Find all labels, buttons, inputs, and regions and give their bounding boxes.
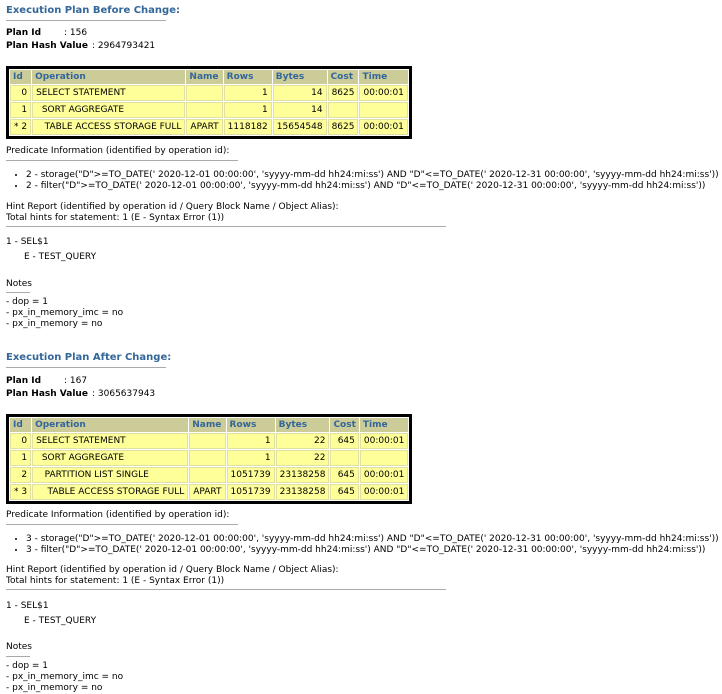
plan-hash-label: Plan Hash Value xyxy=(6,389,88,399)
cell-operation: PARTITION LIST SINGLE xyxy=(32,467,188,483)
col-rows: Rows xyxy=(224,70,272,84)
col-name: Name xyxy=(186,70,222,84)
cell-name xyxy=(189,467,225,483)
after-predicate-title: Predicate Information (identified by operation id): xyxy=(6,510,230,520)
col-rows: Rows xyxy=(227,418,275,432)
before-notes-rule xyxy=(6,292,30,293)
cell-name xyxy=(189,433,225,449)
after-note-3: - px_in_memory = no xyxy=(6,683,103,693)
col-time: Time xyxy=(359,70,407,84)
before-predicate-list xyxy=(6,170,719,192)
cell-operation: SORT AGGREGATE xyxy=(32,450,188,466)
before-note-2: - px_in_memory_imc = no xyxy=(6,308,124,318)
after-hint-rule xyxy=(6,589,446,590)
cell-time: 00:00:01 xyxy=(360,467,408,483)
list-item: • 3 - storage("D">=TO_DATE(' 2020-12-01 00:00:00', 'syyyy-mm-dd hh24:mi:ss') AND "D"<=TO_DATE(' 2020-12-31 00:00:00', 'syyyy-mm-dd hh24:mi:ss')) xyxy=(26,534,719,545)
col-cost: Cost xyxy=(328,70,359,84)
cell-id: 2 xyxy=(10,467,31,483)
cell-rows: 1 xyxy=(224,85,272,101)
cell-name xyxy=(186,102,222,118)
cell-cost: 8625 xyxy=(328,119,359,135)
plan-id-value: : 167 xyxy=(64,376,88,386)
table-row xyxy=(10,467,408,483)
cell-bytes: 23138258 xyxy=(276,484,330,500)
table-header-row xyxy=(10,70,408,84)
col-id: Id xyxy=(10,418,31,432)
table-header-row xyxy=(10,418,408,432)
cell-rows: 1051739 xyxy=(227,467,275,483)
before-hint-total: Total hints for statement: 1 (E - Syntax Error (1)) xyxy=(6,213,225,223)
table-row xyxy=(10,450,408,466)
plan-id-label: Plan Id xyxy=(6,376,42,386)
after-predicate-rule xyxy=(6,524,238,525)
cell-time: 00:00:01 xyxy=(359,85,407,101)
cell-cost: 645 xyxy=(330,433,358,449)
cell-operation: SELECT STATEMENT xyxy=(32,85,185,101)
cell-bytes: 23138258 xyxy=(276,467,330,483)
after-title-rule xyxy=(6,367,166,368)
before-note-1: - dop = 1 xyxy=(6,297,49,307)
cell-operation: SELECT STATEMENT xyxy=(32,433,188,449)
before-hint-block: 1 - SEL$1 xyxy=(6,237,49,247)
col-bytes: Bytes xyxy=(276,418,330,432)
cell-bytes: 22 xyxy=(276,450,330,466)
cell-name xyxy=(186,85,222,101)
col-cost: Cost xyxy=(330,418,358,432)
after-title: Execution Plan After Change: xyxy=(6,352,172,363)
cell-name: APART xyxy=(189,484,225,500)
cell-id: * 2 xyxy=(10,119,31,135)
plan-id-value: : 156 xyxy=(64,28,88,38)
after-hint-title: Hint Report (identified by operation id / Query Block Name / Object Alias): xyxy=(6,565,339,575)
cell-bytes: 15654548 xyxy=(273,119,327,135)
table-row xyxy=(10,102,408,118)
before-hint-item: E - TEST_QUERY xyxy=(24,252,97,262)
col-operation: Operation xyxy=(32,418,188,432)
before-hint-rule xyxy=(6,226,446,227)
after-plan-id xyxy=(6,375,87,388)
cell-id: 1 xyxy=(10,450,31,466)
cell-cost: 8625 xyxy=(328,85,359,101)
plan-hash-value: : 2964793421 xyxy=(92,41,156,51)
cell-id: 0 xyxy=(10,433,31,449)
cell-bytes: 14 xyxy=(273,85,327,101)
before-title-rule xyxy=(6,20,166,21)
table-row xyxy=(10,85,408,101)
cell-time xyxy=(360,450,408,466)
cell-rows: 1118182 xyxy=(224,119,272,135)
cell-time: 00:00:01 xyxy=(360,484,408,500)
cell-bytes: 22 xyxy=(276,433,330,449)
before-note-3: - px_in_memory = no xyxy=(6,319,103,329)
after-predicate-list xyxy=(6,534,719,556)
table-row xyxy=(10,484,408,500)
cell-id: 0 xyxy=(10,85,31,101)
plan-id-label: Plan Id xyxy=(6,28,42,38)
after-note-1: - dop = 1 xyxy=(6,661,49,671)
cell-id: 1 xyxy=(10,102,31,118)
col-bytes: Bytes xyxy=(273,70,327,84)
plan-hash-value: : 3065637943 xyxy=(92,389,156,399)
before-title: Execution Plan Before Change: xyxy=(6,5,180,16)
cell-cost xyxy=(330,450,358,466)
list-item: • 2 - filter("D">=TO_DATE(' 2020-12-01 00:00:00', 'syyyy-mm-dd hh24:mi:ss') AND "D"<=TO_DATE(' 2020-12-31 00:00:00', 'syyyy-mm-dd hh24:mi:ss')) xyxy=(26,181,719,192)
cell-cost: 645 xyxy=(330,484,358,500)
cell-id: * 3 xyxy=(10,484,31,500)
cell-bytes: 14 xyxy=(273,102,327,118)
cell-name xyxy=(189,450,225,466)
list-item: • 2 - storage("D">=TO_DATE(' 2020-12-01 00:00:00', 'syyyy-mm-dd hh24:mi:ss') AND "D"<=TO_DATE(' 2020-12-31 00:00:00', 'syyyy-mm-dd hh24:mi:ss')) xyxy=(26,170,719,181)
cell-cost xyxy=(328,102,359,118)
after-hint-total: Total hints for statement: 1 (E - Syntax Error (1)) xyxy=(6,576,225,586)
before-hint-title: Hint Report (identified by operation id / Query Block Name / Object Alias): xyxy=(6,202,339,212)
cell-cost: 645 xyxy=(330,467,358,483)
cell-rows: 1 xyxy=(224,102,272,118)
cell-rows: 1051739 xyxy=(227,484,275,500)
cell-time: 00:00:01 xyxy=(360,433,408,449)
after-plan-table xyxy=(6,414,412,504)
cell-name: APART xyxy=(186,119,222,135)
after-notes-title: Notes xyxy=(6,642,32,652)
before-plan-table xyxy=(6,66,412,139)
cell-rows: 1 xyxy=(227,450,275,466)
after-hint-item: E - TEST_QUERY xyxy=(24,616,97,626)
after-notes-rule xyxy=(6,656,30,657)
before-plan-hash xyxy=(6,40,155,53)
cell-operation: TABLE ACCESS STORAGE FULL xyxy=(32,119,185,135)
after-note-2: - px_in_memory_imc = no xyxy=(6,672,124,682)
col-time: Time xyxy=(360,418,408,432)
table-row xyxy=(10,433,408,449)
cell-time xyxy=(359,102,407,118)
plan-hash-label: Plan Hash Value xyxy=(6,41,88,51)
cell-operation: SORT AGGREGATE xyxy=(32,102,185,118)
before-predicate-title: Predicate Information (identified by operation id): xyxy=(6,146,230,156)
table-row xyxy=(10,119,408,135)
cell-operation: TABLE ACCESS STORAGE FULL xyxy=(32,484,188,500)
col-id: Id xyxy=(10,70,31,84)
before-predicate-rule xyxy=(6,160,238,161)
cell-rows: 1 xyxy=(227,433,275,449)
col-operation: Operation xyxy=(32,70,185,84)
col-name: Name xyxy=(189,418,225,432)
before-plan-id xyxy=(6,27,87,40)
cell-time: 00:00:01 xyxy=(359,119,407,135)
after-plan-hash xyxy=(6,388,155,401)
before-notes-title: Notes xyxy=(6,279,32,289)
list-item: • 3 - filter("D">=TO_DATE(' 2020-12-01 00:00:00', 'syyyy-mm-dd hh24:mi:ss') AND "D"<=TO_DATE(' 2020-12-31 00:00:00', 'syyyy-mm-dd hh24:mi:ss')) xyxy=(26,545,719,556)
after-hint-block: 1 - SEL$1 xyxy=(6,601,49,611)
